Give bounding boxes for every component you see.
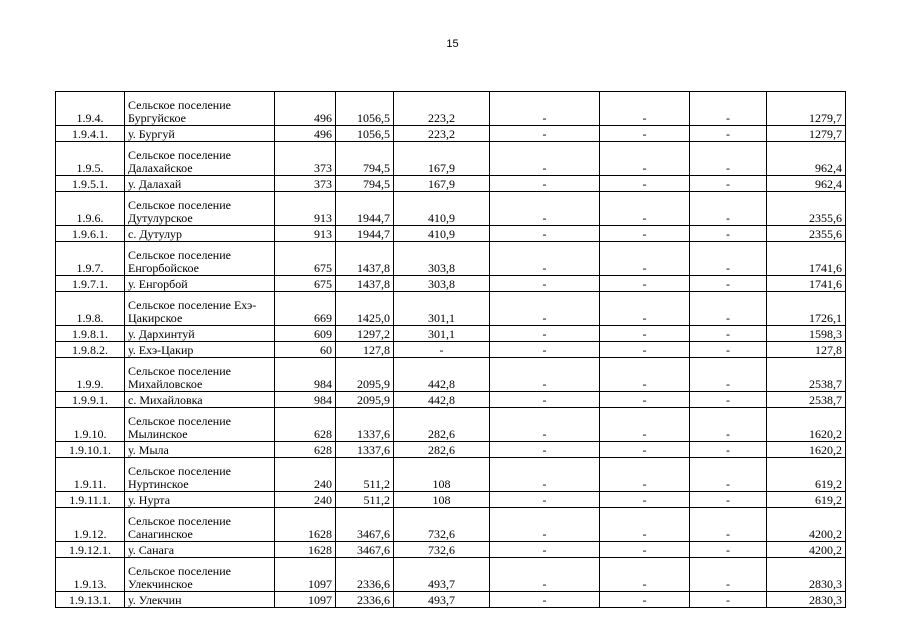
row-name: Сельское поселение Улекчинское xyxy=(125,558,275,592)
row-value-5: - xyxy=(690,126,767,142)
row-value-5: - xyxy=(690,226,767,242)
row-value-2: 303,8 xyxy=(394,276,490,292)
data-table xyxy=(55,91,846,608)
row-name: Сельское поселение Дутулурское xyxy=(125,192,275,226)
row-value-4: - xyxy=(600,142,690,176)
row-code: 1.9.10.1. xyxy=(56,442,125,458)
row-value-3: - xyxy=(490,176,600,192)
row-value-5: - xyxy=(690,592,767,608)
row-code: 1.9.12.1. xyxy=(56,542,125,558)
row-value-3: - xyxy=(490,126,600,142)
row-value-1: 1056,5 xyxy=(336,126,394,142)
row-name: у. Санага xyxy=(125,542,275,558)
row-value-5: - xyxy=(690,142,767,176)
row-population: 60 xyxy=(275,342,336,358)
row-population: 669 xyxy=(275,292,336,326)
table-row xyxy=(56,126,846,142)
row-total: 1726,1 xyxy=(767,292,846,326)
row-value-5: - xyxy=(690,492,767,508)
row-code: 1.9.12. xyxy=(56,508,125,542)
row-name: Сельское поселение Мылинское xyxy=(125,408,275,442)
table-row xyxy=(56,342,846,358)
row-value-1: 1056,5 xyxy=(336,92,394,126)
row-total: 4200,2 xyxy=(767,508,846,542)
row-value-1: 1437,8 xyxy=(336,276,394,292)
table-row xyxy=(56,508,846,542)
row-value-4: - xyxy=(600,392,690,408)
row-value-2: 442,8 xyxy=(394,358,490,392)
row-code: 1.9.8. xyxy=(56,292,125,326)
row-value-3: - xyxy=(490,442,600,458)
row-value-4: - xyxy=(600,558,690,592)
row-code: 1.9.9. xyxy=(56,358,125,392)
table-body xyxy=(56,92,846,608)
row-total: 1620,2 xyxy=(767,408,846,442)
row-value-3: - xyxy=(490,276,600,292)
row-total: 962,4 xyxy=(767,142,846,176)
row-value-2: 223,2 xyxy=(394,126,490,142)
row-code: 1.9.5.1. xyxy=(56,176,125,192)
row-value-1: 511,2 xyxy=(336,492,394,508)
row-population: 373 xyxy=(275,142,336,176)
row-value-3: - xyxy=(490,326,600,342)
row-value-4: - xyxy=(600,326,690,342)
row-value-2: 108 xyxy=(394,492,490,508)
row-name: у. Нурта xyxy=(125,492,275,508)
row-value-2: - xyxy=(394,342,490,358)
table-row xyxy=(56,442,846,458)
row-total: 2538,7 xyxy=(767,392,846,408)
row-value-4: - xyxy=(600,408,690,442)
row-name: у. Енгорбой xyxy=(125,276,275,292)
row-value-1: 1944,7 xyxy=(336,192,394,226)
row-value-5: - xyxy=(690,92,767,126)
table-row xyxy=(56,192,846,226)
row-value-3: - xyxy=(490,92,600,126)
row-population: 913 xyxy=(275,192,336,226)
row-total: 619,2 xyxy=(767,492,846,508)
row-value-4: - xyxy=(600,508,690,542)
row-value-1: 3467,6 xyxy=(336,508,394,542)
row-name: у. Ехэ-Цакир xyxy=(125,342,275,358)
table-row xyxy=(56,558,846,592)
row-value-1: 2095,9 xyxy=(336,392,394,408)
row-code: 1.9.13.1. xyxy=(56,592,125,608)
row-population: 496 xyxy=(275,92,336,126)
row-value-2: 732,6 xyxy=(394,508,490,542)
row-value-2: 303,8 xyxy=(394,242,490,276)
row-value-4: - xyxy=(600,276,690,292)
row-value-2: 410,9 xyxy=(394,192,490,226)
row-value-1: 1337,6 xyxy=(336,408,394,442)
row-value-3: - xyxy=(490,558,600,592)
row-value-5: - xyxy=(690,392,767,408)
row-name: Сельское поселение Нуртинское xyxy=(125,458,275,492)
row-value-5: - xyxy=(690,176,767,192)
row-value-3: - xyxy=(490,142,600,176)
row-name: у. Улекчин xyxy=(125,592,275,608)
row-value-3: - xyxy=(490,458,600,492)
row-value-1: 1944,7 xyxy=(336,226,394,242)
row-total: 2355,6 xyxy=(767,192,846,226)
row-value-5: - xyxy=(690,192,767,226)
row-population: 609 xyxy=(275,326,336,342)
row-value-3: - xyxy=(490,508,600,542)
row-name: Сельское поселение Енгорбойское xyxy=(125,242,275,276)
row-value-3: - xyxy=(490,342,600,358)
row-value-5: - xyxy=(690,342,767,358)
row-value-3: - xyxy=(490,358,600,392)
table-row xyxy=(56,592,846,608)
row-total: 619,2 xyxy=(767,458,846,492)
table-row xyxy=(56,458,846,492)
row-total: 2538,7 xyxy=(767,358,846,392)
row-name: Сельское поселение Михайловское xyxy=(125,358,275,392)
row-code: 1.9.4. xyxy=(56,92,125,126)
row-value-5: - xyxy=(690,408,767,442)
row-value-1: 1437,8 xyxy=(336,242,394,276)
table-row xyxy=(56,492,846,508)
row-value-2: 442,8 xyxy=(394,392,490,408)
row-value-4: - xyxy=(600,592,690,608)
row-population: 913 xyxy=(275,226,336,242)
row-value-5: - xyxy=(690,442,767,458)
row-population: 675 xyxy=(275,276,336,292)
row-name: Сельское поселение Санагинское xyxy=(125,508,275,542)
row-total: 1741,6 xyxy=(767,242,846,276)
row-code: 1.9.7. xyxy=(56,242,125,276)
row-value-5: - xyxy=(690,242,767,276)
row-value-2: 167,9 xyxy=(394,176,490,192)
row-population: 675 xyxy=(275,242,336,276)
row-value-4: - xyxy=(600,92,690,126)
row-population: 1097 xyxy=(275,558,336,592)
row-value-1: 1425,0 xyxy=(336,292,394,326)
row-value-4: - xyxy=(600,458,690,492)
row-name: у. Дархинтуй xyxy=(125,326,275,342)
row-value-1: 1297,2 xyxy=(336,326,394,342)
row-value-2: 223,2 xyxy=(394,92,490,126)
row-value-2: 282,6 xyxy=(394,408,490,442)
row-code: 1.9.6.1. xyxy=(56,226,125,242)
row-value-4: - xyxy=(600,292,690,326)
row-name: у. Мыла xyxy=(125,442,275,458)
row-value-2: 167,9 xyxy=(394,142,490,176)
row-total: 1279,7 xyxy=(767,126,846,142)
row-value-5: - xyxy=(690,276,767,292)
row-value-2: 108 xyxy=(394,458,490,492)
row-value-3: - xyxy=(490,226,600,242)
row-code: 1.9.6. xyxy=(56,192,125,226)
row-value-3: - xyxy=(490,542,600,558)
row-total: 127,8 xyxy=(767,342,846,358)
row-value-5: - xyxy=(690,508,767,542)
row-total: 962,4 xyxy=(767,176,846,192)
row-population: 628 xyxy=(275,442,336,458)
row-value-5: - xyxy=(690,358,767,392)
row-value-3: - xyxy=(490,592,600,608)
row-value-1: 794,5 xyxy=(336,142,394,176)
row-population: 496 xyxy=(275,126,336,142)
row-code: 1.9.4.1. xyxy=(56,126,125,142)
row-total: 1598,3 xyxy=(767,326,846,342)
row-total: 4200,2 xyxy=(767,542,846,558)
row-value-4: - xyxy=(600,342,690,358)
row-total: 2355,6 xyxy=(767,226,846,242)
row-name: Сельское поселение Бургуйское xyxy=(125,92,275,126)
row-code: 1.9.13. xyxy=(56,558,125,592)
row-value-1: 3467,6 xyxy=(336,542,394,558)
row-code: 1.9.7.1. xyxy=(56,276,125,292)
row-code: 1.9.11. xyxy=(56,458,125,492)
row-value-4: - xyxy=(600,226,690,242)
table-row xyxy=(56,542,846,558)
row-value-3: - xyxy=(490,292,600,326)
table-row xyxy=(56,292,846,326)
row-name: у. Бургуй xyxy=(125,126,275,142)
row-value-3: - xyxy=(490,492,600,508)
row-value-4: - xyxy=(600,242,690,276)
row-name: Сельское поселение Ехэ- Цакирское xyxy=(125,292,275,326)
row-value-5: - xyxy=(690,292,767,326)
row-population: 984 xyxy=(275,392,336,408)
row-value-1: 511,2 xyxy=(336,458,394,492)
row-value-4: - xyxy=(600,442,690,458)
row-value-4: - xyxy=(600,192,690,226)
table-row xyxy=(56,358,846,392)
row-population: 373 xyxy=(275,176,336,192)
row-population: 240 xyxy=(275,492,336,508)
row-total: 1279,7 xyxy=(767,92,846,126)
table-row xyxy=(56,408,846,442)
row-value-1: 794,5 xyxy=(336,176,394,192)
table-row xyxy=(56,276,846,292)
row-value-5: - xyxy=(690,542,767,558)
row-population: 1628 xyxy=(275,508,336,542)
row-total: 1620,2 xyxy=(767,442,846,458)
row-value-5: - xyxy=(690,458,767,492)
row-value-1: 2336,6 xyxy=(336,558,394,592)
row-name: у. Далахай xyxy=(125,176,275,192)
row-population: 1097 xyxy=(275,592,336,608)
row-total: 1741,6 xyxy=(767,276,846,292)
row-value-1: 2336,6 xyxy=(336,592,394,608)
row-value-4: - xyxy=(600,542,690,558)
row-code: 1.9.10. xyxy=(56,408,125,442)
row-population: 1628 xyxy=(275,542,336,558)
row-value-4: - xyxy=(600,492,690,508)
row-value-1: 127,8 xyxy=(336,342,394,358)
row-code: 1.9.8.2. xyxy=(56,342,125,358)
row-value-2: 282,6 xyxy=(394,442,490,458)
row-population: 240 xyxy=(275,458,336,492)
row-total: 2830,3 xyxy=(767,592,846,608)
row-value-2: 410,9 xyxy=(394,226,490,242)
row-value-1: 2095,9 xyxy=(336,358,394,392)
row-code: 1.9.5. xyxy=(56,142,125,176)
row-value-3: - xyxy=(490,408,600,442)
row-population: 628 xyxy=(275,408,336,442)
row-value-3: - xyxy=(490,192,600,226)
row-code: 1.9.11.1. xyxy=(56,492,125,508)
page-number: 15 xyxy=(446,38,459,50)
table-row xyxy=(56,326,846,342)
row-name: с. Михайловка xyxy=(125,392,275,408)
row-value-1: 1337,6 xyxy=(336,442,394,458)
table-row xyxy=(56,226,846,242)
row-value-2: 493,7 xyxy=(394,558,490,592)
table-row xyxy=(56,242,846,276)
table-row xyxy=(56,142,846,176)
table-row xyxy=(56,176,846,192)
row-code: 1.9.8.1. xyxy=(56,326,125,342)
row-value-2: 301,1 xyxy=(394,326,490,342)
row-value-5: - xyxy=(690,558,767,592)
row-population: 984 xyxy=(275,358,336,392)
row-value-4: - xyxy=(600,176,690,192)
table-row xyxy=(56,392,846,408)
row-value-3: - xyxy=(490,392,600,408)
row-name: с. Дутулур xyxy=(125,226,275,242)
row-value-5: - xyxy=(690,326,767,342)
row-value-4: - xyxy=(600,126,690,142)
row-code: 1.9.9.1. xyxy=(56,392,125,408)
row-value-2: 732,6 xyxy=(394,542,490,558)
row-total: 2830,3 xyxy=(767,558,846,592)
row-value-4: - xyxy=(600,358,690,392)
row-value-2: 301,1 xyxy=(394,292,490,326)
table-row xyxy=(56,92,846,126)
row-value-2: 493,7 xyxy=(394,592,490,608)
row-value-3: - xyxy=(490,242,600,276)
row-name: Сельское поселение Далахайское xyxy=(125,142,275,176)
